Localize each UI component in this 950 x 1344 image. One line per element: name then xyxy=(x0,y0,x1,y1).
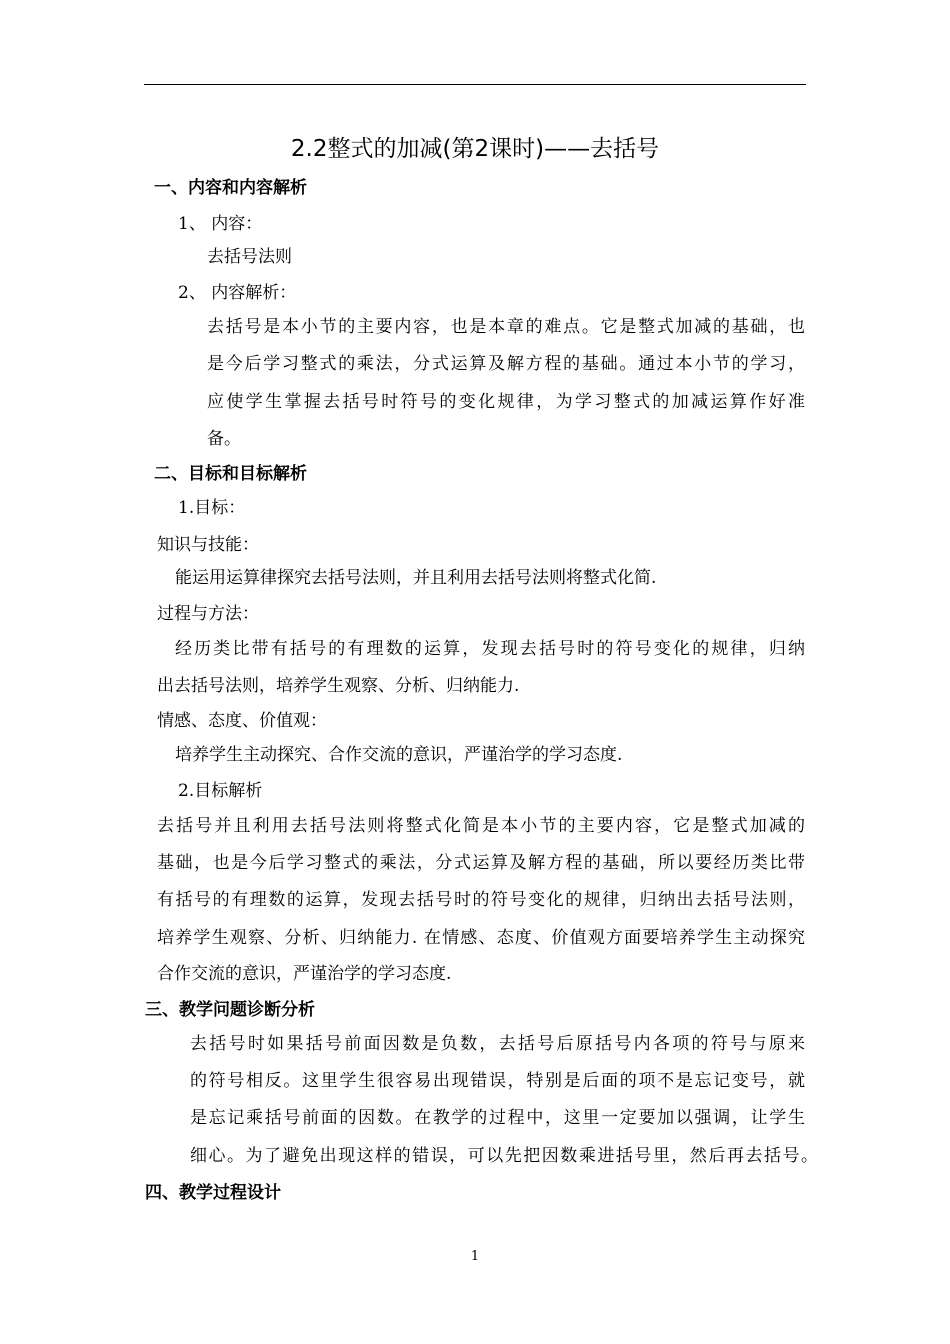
section-1-item-2-label: 2、 内容解析： xyxy=(178,283,297,303)
knowledge-text: 能运用运算律探究去括号法则，并且利用去括号法则将整式化简. xyxy=(175,568,657,588)
goal-analysis-line: 合作交流的意识，严谨治学的学习态度. xyxy=(157,964,452,984)
section-3-paragraph-line: 去括号时如果括号前面因数是负数，去括号后原括号内各项的符号与原来 xyxy=(190,1034,805,1054)
section-2-heading: 二、目标和目标解析 xyxy=(154,464,307,484)
process-text-line: 出去括号法则，培养学生观察、分析、归纳能力. xyxy=(157,676,520,696)
section-3-paragraph-line: 是忘记乘括号前面的因数。在教学的过程中，这里一定要加以强调，让学生 xyxy=(190,1108,805,1128)
document-title: 2.2整式的加减(第2课时)——去括号 xyxy=(290,136,660,162)
section-1-item-1-label: 1、 内容： xyxy=(178,214,263,234)
goal-analysis-line: 去括号并且利用去括号法则将整式化简是本小节的主要内容，它是整式加减的 xyxy=(157,816,805,836)
goal-analysis-label: 2.目标解析 xyxy=(178,781,263,801)
process-label: 过程与方法： xyxy=(157,604,259,624)
emotion-text: 培养学生主动探究、合作交流的意识，严谨治学的学习态度. xyxy=(175,745,623,765)
section-1-paragraph-line: 备。 xyxy=(207,429,241,449)
section-3-heading: 三、教学问题诊断分析 xyxy=(145,1000,315,1020)
header-rule xyxy=(144,84,806,85)
section-3-paragraph-line: 的符号相反。这里学生很容易出现错误，特别是后面的项不是忘记变号，就 xyxy=(190,1071,805,1091)
goal-analysis-line: 培养学生观察、分析、归纳能力. 在情感、态度、价值观方面要培养学生主动探究 xyxy=(157,928,805,948)
section-1-heading: 一、内容和内容解析 xyxy=(154,178,307,198)
emotion-label: 情感、态度、价值观： xyxy=(157,711,327,731)
process-text-line: 经历类比带有括号的有理数的运算，发现去括号时的符号变化的规律，归纳 xyxy=(175,639,805,659)
section-4-heading: 四、教学过程设计 xyxy=(145,1183,281,1203)
section-1-item-1-text: 去括号法则 xyxy=(207,247,292,267)
goal-analysis-line: 有括号的有理数的运算，发现去括号时的符号变化的规律，归纳出去括号法则， xyxy=(157,890,805,910)
page-number: 1 xyxy=(470,1249,480,1264)
section-1-paragraph-line: 去括号是本小节的主要内容，也是本章的难点。它是整式加减的基础，也 xyxy=(207,317,805,337)
knowledge-label: 知识与技能： xyxy=(157,535,259,555)
goal-analysis-line: 基础，也是今后学习整式的乘法，分式运算及解方程的基础，所以要经历类比带 xyxy=(157,853,805,873)
section-3-paragraph-line: 细心。为了避免出现这样的错误，可以先把因数乘进括号里，然后再去括号。 xyxy=(190,1146,818,1166)
goal-label: 1.目标： xyxy=(178,498,246,518)
section-1-paragraph-line: 应使学生掌握去括号时符号的变化规律，为学习整式的加减运算作好准 xyxy=(207,392,805,412)
section-1-paragraph-line: 是今后学习整式的乘法，分式运算及解方程的基础。通过本小节的学习， xyxy=(207,354,805,374)
